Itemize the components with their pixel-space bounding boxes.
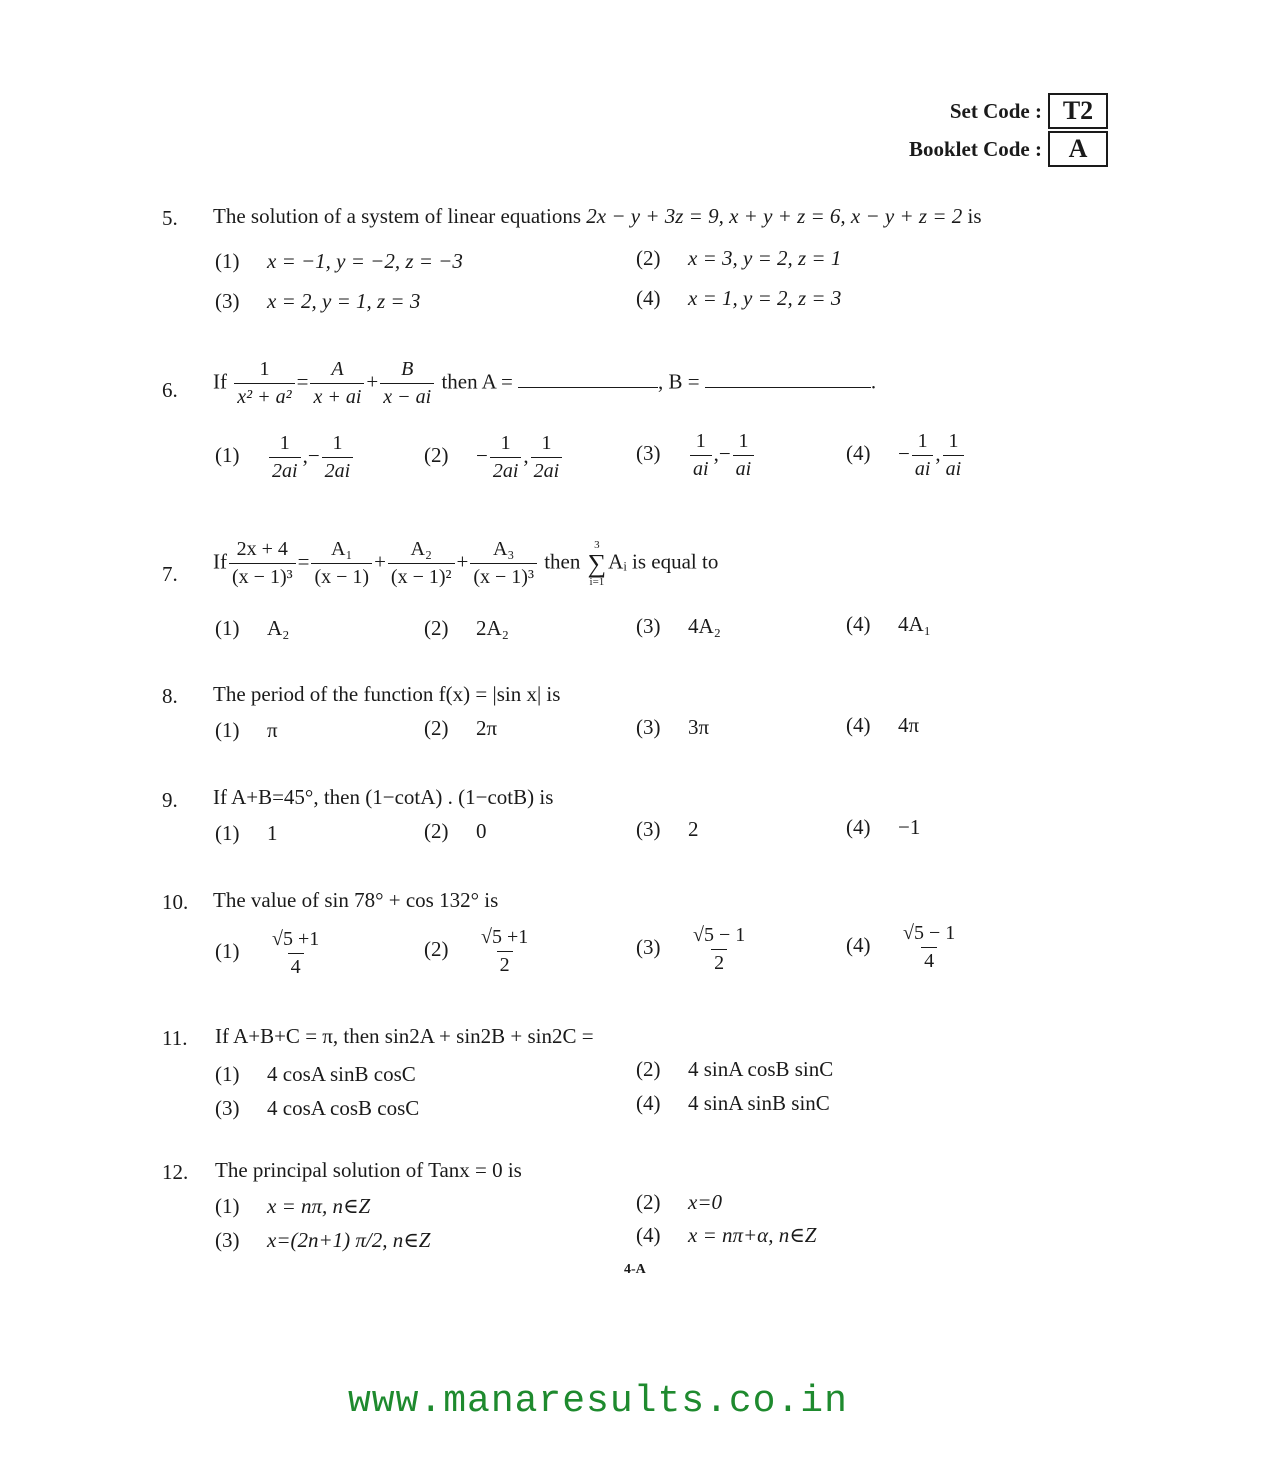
option-number: (1) bbox=[215, 616, 240, 640]
option-text: 4A₁ bbox=[898, 612, 931, 636]
question-text: The period of the function f(x) = |sin x| is bbox=[213, 682, 561, 706]
question-equation: 2x − y + 3z = 9, x + y + z = 6, x − y + z = 2 bbox=[586, 204, 963, 228]
option-number: (1) bbox=[215, 1194, 240, 1218]
code-block bbox=[909, 92, 1108, 168]
option-number: (2) bbox=[636, 246, 661, 270]
option-number: (3) bbox=[636, 441, 661, 466]
fraction-a: $\frac{A}{x + ai}$ bbox=[310, 358, 364, 409]
question-number: 5. bbox=[162, 206, 178, 230]
option: (2) − $\frac{1}{2ai}$ , $\frac{1}{2ai}$ bbox=[424, 432, 564, 483]
fraction: $\frac{√5 - 1}{4}$ bbox=[903, 922, 956, 972]
option-text: 4 cosA sinB cosC bbox=[267, 1062, 416, 1086]
question-text: If $\frac{2x + 4}{\text{(x − 1)³}}$ = $\frac{\text{A₁}}{(x - 1)}$ + $\frac{\text{A₂}}{\text{(x − 1)²}}$ + $\frac{\text{A₃}}{\text{(x − 1)³}}$ then 3 ∑ i=1 Aᵢ is equal to bbox=[213, 538, 719, 588]
fraction: $\frac{1}{2ai}$ bbox=[269, 432, 301, 483]
option-number: (2) bbox=[424, 716, 449, 740]
option-text: x = nπ, n∈Z bbox=[267, 1194, 371, 1218]
option-text: 2π bbox=[476, 716, 498, 740]
set-code-label: Set Code : bbox=[949, 98, 1042, 123]
fraction: $\frac{1}{2ai}$ bbox=[322, 432, 354, 483]
question-number: 7. bbox=[162, 562, 178, 586]
option: (4) − $\frac{1}{ai}$ , $\frac{1}{ai}$ bbox=[846, 430, 966, 481]
fraction: $\frac{√5 +1}{2}$ bbox=[481, 926, 529, 976]
option-text: 4A₂ bbox=[688, 614, 721, 638]
option-text: 2A₂ bbox=[476, 616, 509, 640]
option bbox=[215, 1096, 419, 1121]
option-number: (4) bbox=[636, 286, 661, 310]
footer-url: www.manaresults.co.in bbox=[348, 1380, 848, 1423]
question-b-label: , B = bbox=[658, 369, 700, 394]
option bbox=[424, 926, 533, 977]
question-number: 11. bbox=[162, 1026, 188, 1050]
option bbox=[215, 1062, 416, 1087]
fraction-lhs: $\frac{1}{\text{x² + a²}}$ bbox=[234, 358, 294, 409]
option-number: (1) bbox=[215, 249, 240, 273]
fraction: $\frac{√5 +1}{4}$ bbox=[272, 928, 320, 978]
question-number: 6. bbox=[162, 378, 178, 402]
question-text: If A+B=45°, then (1−cotA) . (1−cotB) is bbox=[213, 785, 554, 809]
option bbox=[636, 715, 709, 740]
fraction-b: $\frac{B}{x - ai}$ bbox=[380, 358, 434, 409]
option-number: (1) bbox=[215, 939, 240, 964]
fraction: $\frac{1}{ai}$ bbox=[690, 430, 712, 481]
option-text: x = −1, y = −2, z = −3 bbox=[267, 249, 463, 273]
option-number: (1) bbox=[215, 821, 240, 845]
option-number: (1) bbox=[215, 443, 240, 468]
option-number: (2) bbox=[424, 443, 449, 468]
option bbox=[424, 716, 497, 741]
option-number: (1) bbox=[215, 1062, 240, 1086]
option-number: (2) bbox=[636, 1190, 661, 1214]
fraction-a3: $\frac{\text{A₃}}{\text{(x − 1)³}}$ bbox=[470, 538, 537, 589]
option-number: (3) bbox=[215, 1228, 240, 1252]
set-code-row bbox=[909, 92, 1108, 130]
question-then-a: then A = bbox=[441, 369, 513, 394]
question-text: If $\frac{1}{\text{x² + a²}}$ = $\frac{A}{x + ai}$ + $\frac{B}{x - ai}$ then A = , B = . bbox=[213, 358, 877, 408]
option-number: (4) bbox=[846, 612, 871, 636]
option-number: (3) bbox=[636, 715, 661, 739]
answer-blank-a bbox=[518, 369, 658, 388]
option: (3) $\frac{1}{ai}$ ,− $\frac{1}{ai}$ bbox=[636, 430, 756, 481]
option-text: x=0 bbox=[688, 1190, 722, 1214]
fraction-a1: $\frac{\text{A₁}}{(x - 1)}$ bbox=[311, 538, 372, 589]
option bbox=[636, 614, 721, 639]
option-text: 4 sinA cosB sinC bbox=[688, 1057, 834, 1081]
summation-term: Aᵢ bbox=[608, 549, 627, 574]
option bbox=[215, 928, 324, 979]
option-text: 1 bbox=[267, 821, 278, 845]
option-text: π bbox=[267, 718, 278, 742]
option bbox=[215, 821, 278, 846]
option-number: (2) bbox=[424, 819, 449, 843]
fraction: $\frac{1}{2ai}$ bbox=[531, 432, 563, 483]
question-number: 12. bbox=[162, 1160, 189, 1184]
booklet-code-row bbox=[909, 130, 1108, 168]
option-text: 4 sinA sinB sinC bbox=[688, 1091, 830, 1115]
option bbox=[215, 1194, 370, 1219]
option-text: 3π bbox=[688, 715, 710, 739]
option bbox=[636, 817, 699, 842]
option bbox=[215, 1228, 430, 1253]
booklet-code-box: A bbox=[1048, 131, 1108, 167]
option bbox=[215, 616, 290, 641]
question-if: If bbox=[213, 549, 227, 574]
option bbox=[636, 1223, 816, 1248]
option-text: 4π bbox=[898, 713, 920, 737]
option bbox=[215, 289, 420, 314]
fraction: $\frac{√5 - 1}{2}$ bbox=[693, 924, 746, 974]
option-text: 4 cosA cosB cosC bbox=[267, 1096, 420, 1120]
question-end: . bbox=[870, 369, 877, 394]
option-text: x = 3, y = 2, z = 1 bbox=[688, 246, 842, 270]
fraction: $\frac{1}{ai}$ bbox=[912, 430, 934, 481]
option-number: (4) bbox=[636, 1223, 661, 1247]
option-text: A₂ bbox=[267, 616, 290, 640]
option-number: (3) bbox=[215, 289, 240, 313]
option-number: (4) bbox=[846, 933, 871, 958]
page-number: 4-A bbox=[624, 1262, 646, 1277]
option: (1) $\frac{1}{2ai}$ ,− $\frac{1}{2ai}$ bbox=[215, 432, 355, 483]
question-text: The value of sin 78° + cos 132° is bbox=[213, 888, 499, 912]
option bbox=[636, 246, 841, 271]
option-text: 0 bbox=[476, 819, 487, 843]
option-text: −1 bbox=[898, 815, 921, 839]
summation-symbol: 3 ∑ i=1 bbox=[587, 538, 607, 588]
option-number: (4) bbox=[636, 1091, 661, 1115]
option bbox=[424, 616, 509, 641]
option-number: (1) bbox=[215, 718, 240, 742]
option bbox=[846, 922, 960, 973]
option-text: 2 bbox=[688, 817, 699, 841]
question-then: then bbox=[544, 549, 581, 574]
option-text: x = 1, y = 2, z = 3 bbox=[688, 286, 842, 310]
option-text: x = nπ+α, n∈Z bbox=[688, 1223, 817, 1247]
set-code-box: T2 bbox=[1048, 93, 1108, 129]
fraction: $\frac{1}{2ai}$ bbox=[490, 432, 522, 483]
option bbox=[215, 718, 278, 743]
option-number: (2) bbox=[424, 616, 449, 640]
option-number: (4) bbox=[846, 441, 871, 466]
question-text: The principal solution of Tanx = 0 is bbox=[215, 1158, 522, 1182]
answer-blank-b bbox=[705, 369, 871, 388]
option-number: (2) bbox=[636, 1057, 661, 1081]
question-if: If bbox=[213, 369, 227, 394]
option bbox=[424, 819, 487, 844]
option bbox=[636, 1190, 722, 1215]
question-text bbox=[213, 204, 982, 229]
option bbox=[846, 713, 919, 738]
option-number: (3) bbox=[215, 1096, 240, 1120]
option bbox=[846, 815, 920, 840]
question-number: 9. bbox=[162, 788, 178, 812]
option-number: (3) bbox=[636, 935, 661, 960]
fraction-lhs: $\frac{2x + 4}{\text{(x − 1)³}}$ bbox=[229, 538, 296, 589]
option-number: (2) bbox=[424, 937, 449, 962]
option-number: (4) bbox=[846, 713, 871, 737]
option bbox=[636, 286, 841, 311]
option bbox=[636, 1057, 833, 1082]
option-number: (3) bbox=[636, 817, 661, 841]
fraction: $\frac{1}{ai}$ bbox=[943, 430, 965, 481]
option bbox=[215, 249, 463, 274]
option bbox=[846, 612, 931, 637]
option-text: x = 2, y = 1, z = 3 bbox=[267, 289, 421, 313]
question-text: If A+B+C = π, then sin2A + sin2B + sin2C = bbox=[215, 1024, 594, 1048]
question-tail: is bbox=[967, 204, 982, 228]
question-stem: The solution of a system of linear equations bbox=[213, 204, 582, 228]
fraction: $\frac{1}{ai}$ bbox=[733, 430, 755, 481]
option-text: x=(2n+1) π/2, n∈Z bbox=[267, 1228, 431, 1252]
question-tail: is equal to bbox=[632, 549, 719, 574]
booklet-code-label: Booklet Code : bbox=[909, 136, 1042, 161]
question-number: 10. bbox=[162, 890, 189, 914]
option bbox=[636, 924, 750, 975]
question-number: 8. bbox=[162, 684, 178, 708]
option-number: (3) bbox=[636, 614, 661, 638]
option-number: (4) bbox=[846, 815, 871, 839]
fraction-a2: $\frac{\text{A₂}}{\text{(x − 1)²}}$ bbox=[388, 538, 455, 589]
option bbox=[636, 1091, 830, 1116]
